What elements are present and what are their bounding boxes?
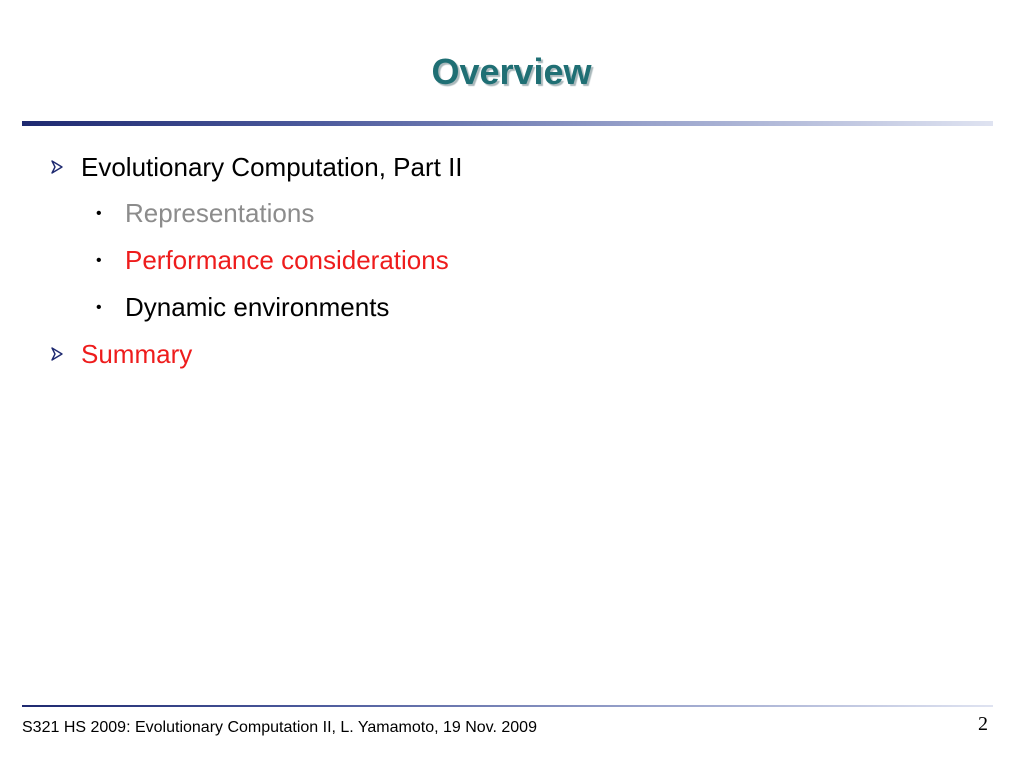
bullet-text: Evolutionary Computation, Part II bbox=[81, 152, 463, 182]
dot-bullet-icon: • bbox=[96, 205, 102, 222]
title-divider bbox=[22, 121, 993, 126]
bullet-item-summary bbox=[48, 331, 988, 377]
bullet-list bbox=[48, 144, 988, 377]
bullet-item-evolutionary-computation bbox=[48, 144, 988, 190]
slide-footer: S321 HS 2009: Evolutionary Computation II, L. Yamamoto, 19 Nov. 2009 bbox=[22, 719, 537, 736]
sub-bullet-item-dynamic-environments bbox=[48, 284, 988, 331]
arrow-bullet-icon bbox=[51, 160, 63, 174]
dot-bullet-icon: • bbox=[96, 299, 102, 316]
sub-bullet-text: Performance considerations bbox=[125, 245, 449, 275]
bullet-text: Summary bbox=[81, 339, 193, 369]
slide-title: Overview bbox=[431, 51, 592, 92]
dot-bullet-icon: • bbox=[96, 252, 102, 269]
footer-divider bbox=[22, 705, 993, 707]
sub-bullet-text: Dynamic environments bbox=[125, 292, 390, 322]
page-number: 2 bbox=[978, 713, 988, 735]
sub-bullet-item-representations bbox=[48, 190, 988, 237]
sub-bullet-text: Representations bbox=[125, 198, 315, 228]
sub-bullet-item-performance-considerations bbox=[48, 237, 988, 284]
arrow-bullet-icon bbox=[51, 347, 63, 361]
